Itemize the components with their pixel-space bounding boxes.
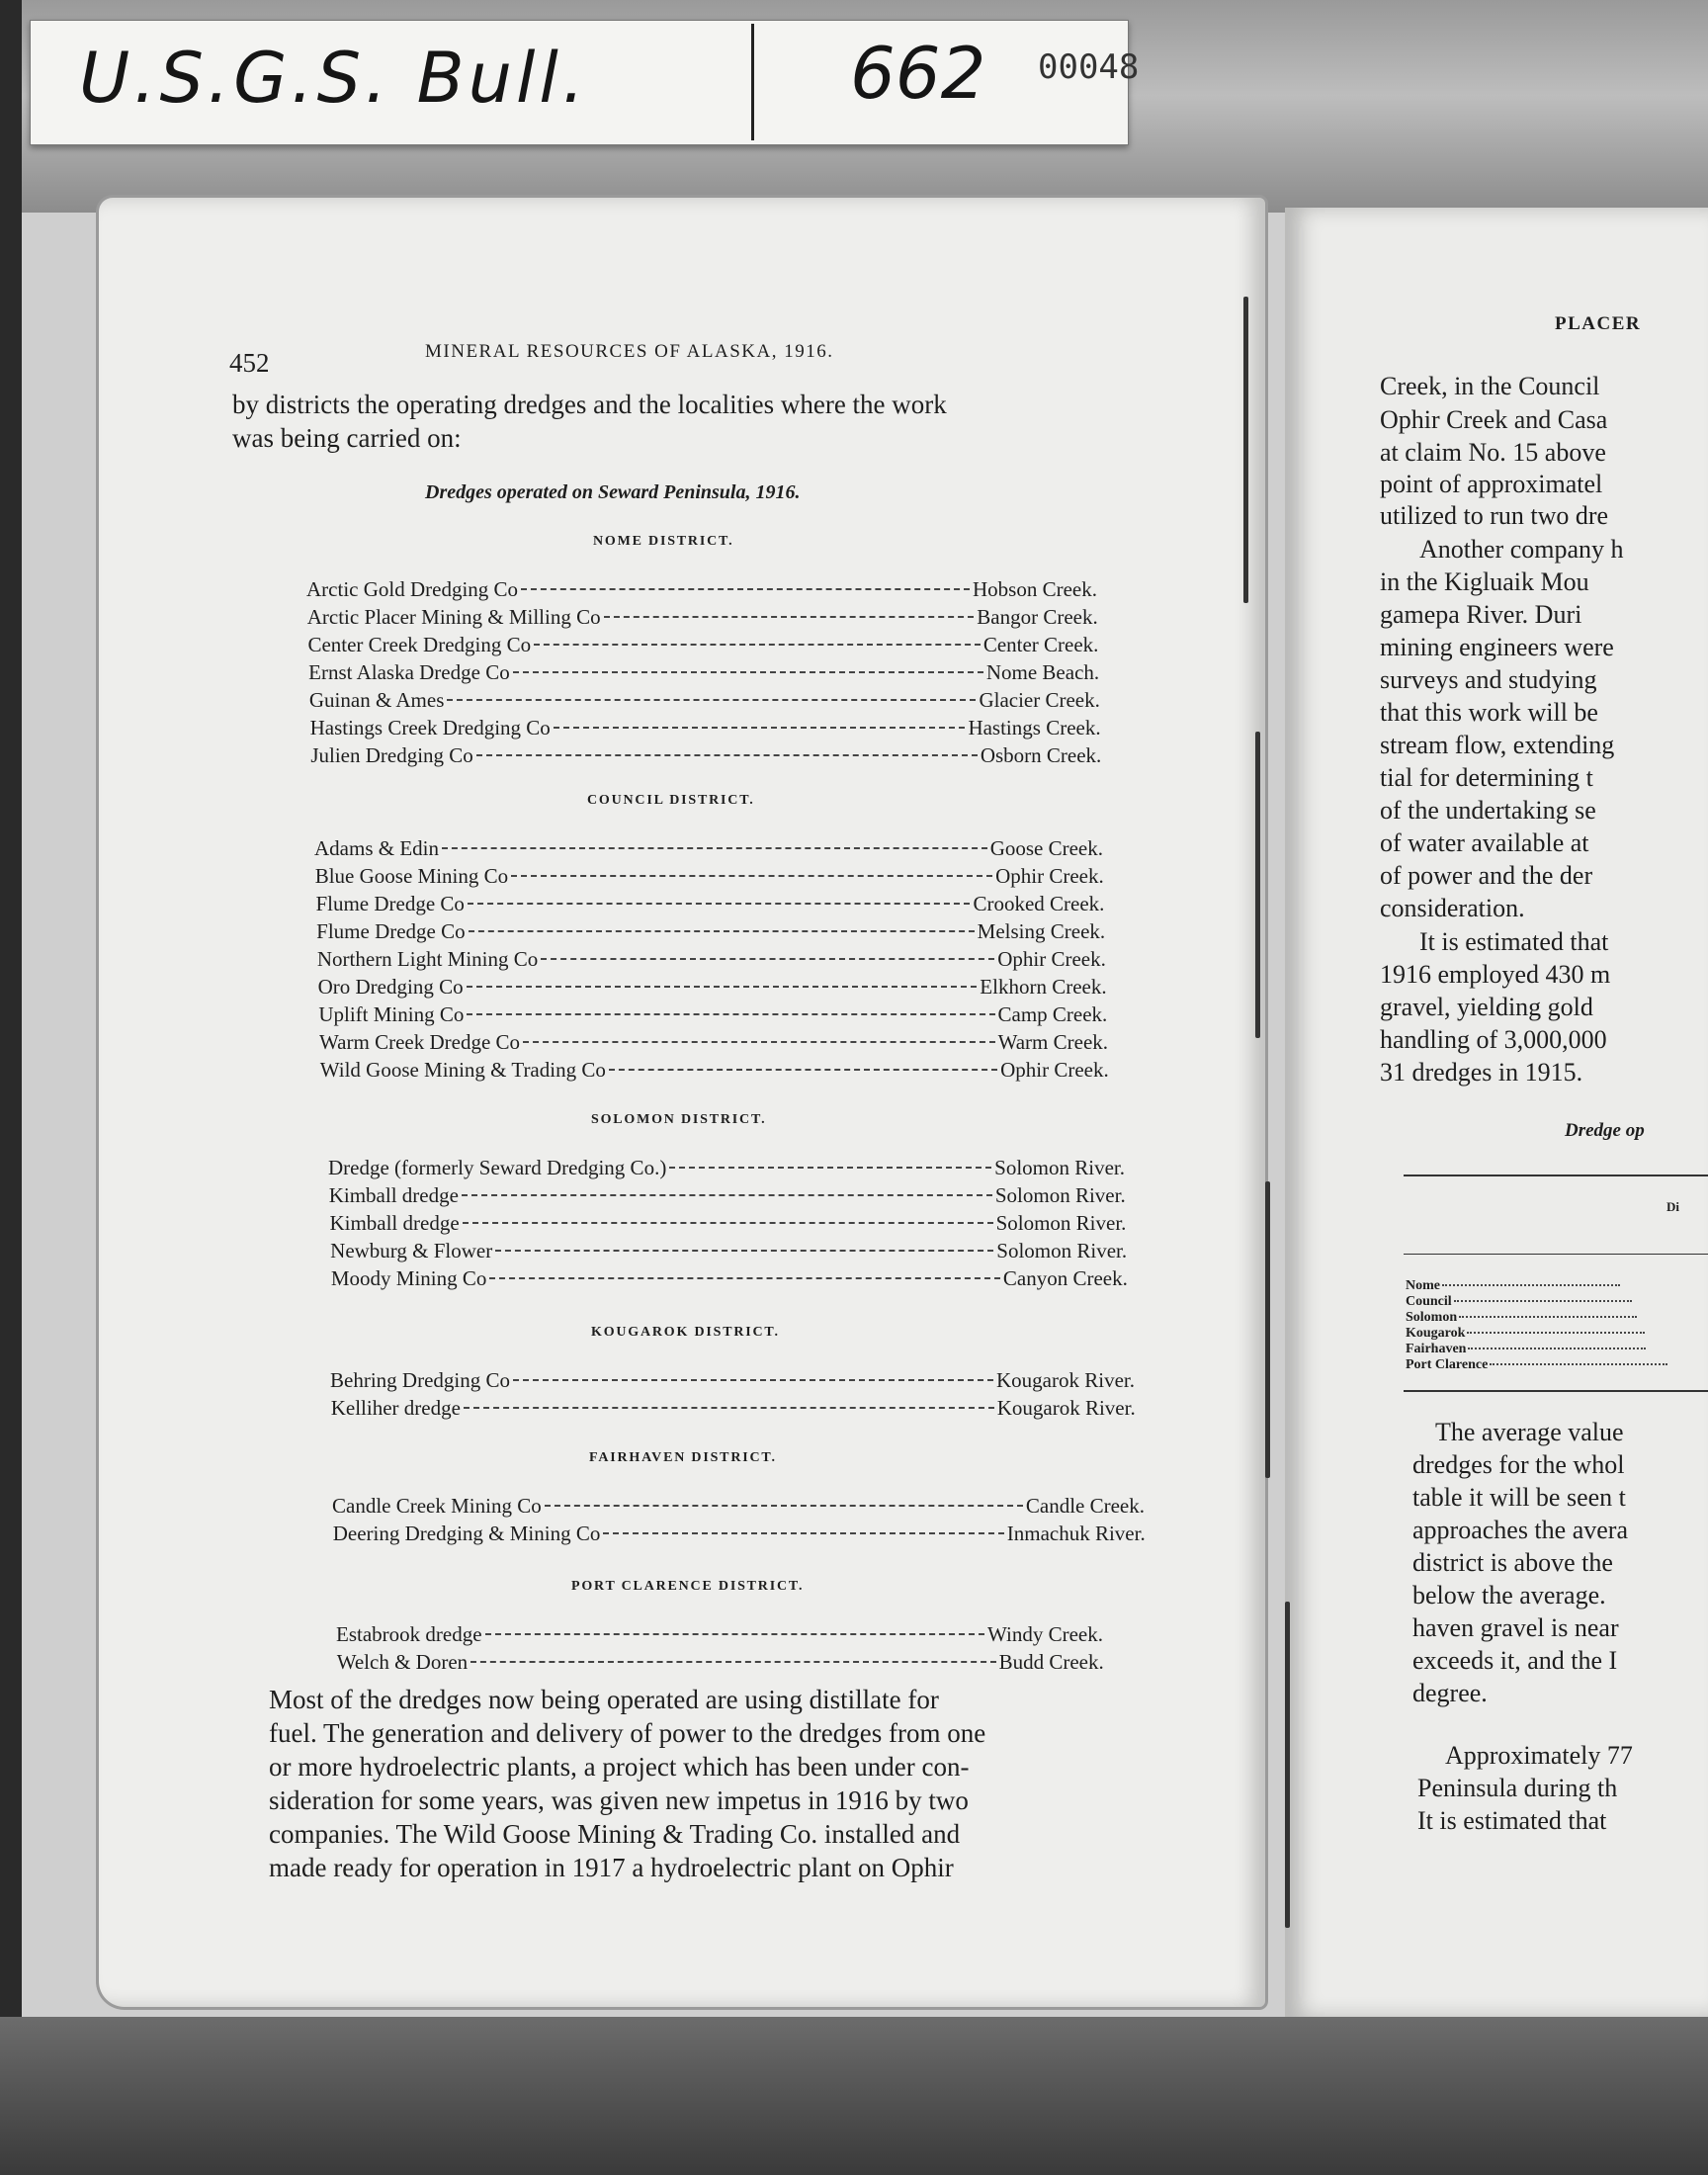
dot-leader	[467, 1013, 994, 1015]
right-text-line: of power and the der	[1380, 861, 1593, 890]
table-row	[328, 1156, 1125, 1183]
right-text-line: handling of 3,000,000	[1380, 1025, 1607, 1054]
closing-line: or more hydroelectric plants, a project which has been under con-	[269, 1752, 970, 1782]
company-name: Wild Goose Mining & Trading Co	[319, 1058, 606, 1082]
dot-leader	[463, 1222, 993, 1224]
company-name: Guinan & Ames	[308, 688, 445, 712]
right-running-head: PLACER	[1555, 313, 1642, 334]
closing-line: made ready for operation in 1917 a hydroelectric plant on Ophir	[269, 1853, 954, 1882]
closing-line: sideration for some years, was given new impetus in 1916 by two	[269, 1785, 969, 1815]
dot-leader	[1467, 1332, 1645, 1334]
locality: Hobson Creek.	[973, 577, 1097, 601]
locality: Camp Creek.	[997, 1002, 1108, 1026]
district-heading: PORT CLARENCE DISTRICT.	[571, 1579, 805, 1594]
company-name: Dredge (formerly Seward Dredging Co.)	[328, 1156, 667, 1179]
dot-leader	[462, 1194, 992, 1196]
table-row	[333, 1522, 1146, 1549]
locality: Crooked Creek.	[973, 892, 1105, 915]
district-name: Fairhaven	[1406, 1342, 1467, 1356]
dot-leader	[442, 847, 987, 849]
dot-leader	[1454, 1300, 1632, 1302]
stamp-number: 00048	[1038, 47, 1140, 87]
dot-leader	[1490, 1363, 1667, 1365]
company-name: Arctic Gold Dredging Co	[306, 577, 519, 601]
scan-edge-left	[0, 0, 22, 2175]
locality: Budd Creek.	[998, 1650, 1104, 1674]
locality: Solomon River.	[994, 1156, 1125, 1179]
right-text-line: at claim No. 15 above	[1380, 438, 1606, 467]
right-text-line: surveys and studying	[1380, 665, 1597, 694]
company-name: Oro Dredging Co	[317, 975, 464, 999]
dot-leader	[468, 903, 971, 905]
company-name: Kimball dredge	[328, 1183, 459, 1207]
right-text-line: The average value	[1435, 1418, 1624, 1446]
company-name: Warm Creek Dredge Co	[319, 1030, 521, 1054]
right-text-line: consideration.	[1380, 894, 1525, 922]
table-row	[319, 1030, 1108, 1058]
district-heading: KOUGAROK DISTRICT.	[591, 1325, 780, 1340]
right-text-line: approaches the avera	[1412, 1516, 1628, 1544]
right-text-line: Peninsula during th	[1417, 1774, 1618, 1802]
table-row	[332, 1494, 1145, 1522]
locality: Ophir Creek.	[997, 947, 1106, 971]
table-row	[331, 1396, 1136, 1424]
locality: Osborn Creek.	[980, 743, 1102, 767]
locality: Kougarok River.	[996, 1368, 1135, 1392]
table-row	[317, 947, 1106, 975]
intro-line: by districts the operating dredges and the localities where the work	[232, 390, 947, 419]
locality: Goose Creek.	[989, 836, 1103, 860]
right-text-line: Approximately 77	[1445, 1741, 1633, 1770]
dot-leader	[495, 1250, 993, 1252]
table-row	[308, 660, 1099, 688]
district-name: Kougarok	[1406, 1326, 1466, 1341]
district-heading: SOLOMON DISTRICT.	[591, 1112, 767, 1127]
binding-mark	[1265, 1181, 1270, 1478]
table-rule	[1404, 1174, 1708, 1176]
district-name: Nome	[1406, 1278, 1440, 1293]
table-row	[315, 864, 1104, 892]
dot-leader	[447, 699, 976, 701]
binding-mark	[1243, 297, 1248, 603]
company-name: Welch & Doren	[336, 1650, 469, 1674]
company-name: Kelliher dredge	[330, 1396, 461, 1420]
dot-leader	[521, 588, 970, 590]
locality: Ophir Creek.	[995, 864, 1104, 888]
closing-line: Most of the dredges now being operated are using distillate for	[269, 1685, 939, 1714]
table-row	[329, 1183, 1126, 1211]
table-row	[309, 688, 1100, 716]
right-text-line: It is estimated that	[1419, 927, 1609, 956]
table-rule	[1404, 1254, 1708, 1255]
right-table-caption: Dredge op	[1565, 1120, 1645, 1141]
locality: Windy Creek.	[987, 1622, 1103, 1646]
locality: Kougarok River.	[996, 1396, 1136, 1420]
dot-leader	[485, 1633, 984, 1635]
right-table-row	[1406, 1342, 1646, 1357]
locality: Solomon River.	[995, 1211, 1127, 1235]
table-row	[337, 1650, 1104, 1678]
locality: Ophir Creek.	[1000, 1058, 1109, 1082]
dot-leader	[469, 930, 975, 932]
dot-leader	[476, 754, 978, 756]
dot-leader	[1468, 1348, 1646, 1349]
dot-leader	[669, 1167, 991, 1169]
locality: Solomon River.	[994, 1183, 1126, 1207]
table-row	[330, 1239, 1127, 1266]
closing-line: fuel. The generation and delivery of power to the dredges from one	[269, 1718, 986, 1748]
dot-leader	[534, 644, 981, 646]
handwritten-label: U.S.G.S. Bull.	[79, 38, 589, 119]
dot-leader	[1459, 1316, 1637, 1318]
right-text-line: exceeds it, and the I	[1412, 1646, 1618, 1675]
locality: Center Creek.	[982, 633, 1099, 656]
locality: Warm Creek.	[997, 1030, 1109, 1054]
company-name: Ernst Alaska Dredge Co	[308, 660, 510, 684]
locality: Nome Beach.	[985, 660, 1100, 684]
dot-leader	[513, 1379, 993, 1381]
dot-leader	[513, 671, 983, 673]
company-name: Behring Dredging Co	[330, 1368, 510, 1392]
dot-leader	[545, 1505, 1023, 1507]
company-name: Blue Goose Mining Co	[314, 864, 509, 888]
right-table-column-head: Di	[1666, 1199, 1679, 1214]
right-text-line: degree.	[1412, 1679, 1488, 1707]
right-text-line: of the undertaking se	[1380, 796, 1596, 825]
table-row	[307, 633, 1098, 660]
right-text-line: utilized to run two dre	[1380, 501, 1609, 530]
dot-leader	[467, 986, 978, 988]
right-text-line: haven gravel is near	[1412, 1613, 1619, 1642]
right-table-row	[1406, 1278, 1620, 1294]
right-text-line: table it will be seen t	[1412, 1483, 1626, 1512]
dot-leader	[1442, 1284, 1620, 1286]
dot-leader	[541, 958, 994, 960]
scan-background-bottom	[0, 2017, 1708, 2175]
binding-mark	[1285, 1602, 1290, 1928]
locality: Solomon River.	[996, 1239, 1128, 1262]
company-name: Northern Light Mining Co	[316, 947, 539, 971]
table-caption: Dredges operated on Seward Peninsula, 1916.	[425, 481, 801, 503]
locality: Elkhorn Creek.	[980, 975, 1107, 999]
table-row	[320, 1058, 1109, 1086]
dot-leader	[511, 875, 992, 877]
company-name: Hastings Creek Dredging Co	[309, 716, 551, 740]
table-row	[336, 1622, 1103, 1650]
company-name: Newburg & Flower	[330, 1239, 493, 1262]
locality: Hastings Creek.	[968, 716, 1101, 740]
dot-leader	[604, 616, 975, 618]
right-text-line: of water available at	[1380, 828, 1589, 857]
intro-line: was being carried on:	[232, 423, 462, 453]
right-text-line: below the average.	[1412, 1581, 1606, 1610]
dot-leader	[603, 1532, 1003, 1534]
right-text-line: dredges for the whol	[1412, 1450, 1625, 1479]
company-name: Estabrook dredge	[336, 1622, 482, 1646]
table-row	[316, 919, 1105, 947]
page-number: 452	[229, 348, 270, 378]
binding-mark	[1255, 732, 1260, 1038]
table-row	[315, 892, 1104, 919]
right-table-row	[1406, 1310, 1637, 1326]
label-divider	[751, 24, 754, 140]
district-name: Port Clarence	[1406, 1357, 1489, 1372]
right-text-line: point of approximatel	[1380, 470, 1603, 498]
table-row	[330, 1368, 1135, 1396]
table-row	[318, 975, 1107, 1002]
dot-leader	[489, 1277, 999, 1279]
district-heading: COUNCIL DISTRICT.	[587, 793, 755, 808]
locality: Melsing Creek.	[977, 919, 1106, 943]
right-text-line: Creek, in the Council	[1380, 372, 1600, 400]
right-text-line: gravel, yielding gold	[1380, 993, 1593, 1021]
table-rule	[1404, 1390, 1708, 1392]
company-name: Moody Mining Co	[330, 1266, 487, 1290]
table-row	[306, 577, 1097, 605]
right-text-line: stream flow, extending	[1380, 731, 1615, 759]
district-heading: FAIRHAVEN DISTRICT.	[589, 1450, 777, 1465]
right-text-line: mining engineers were	[1380, 633, 1614, 661]
locality: Inmachuk River.	[1006, 1522, 1146, 1545]
company-name: Adams & Edin	[314, 836, 439, 860]
table-row	[329, 1211, 1126, 1239]
company-name: Candle Creek Mining Co	[332, 1494, 542, 1518]
table-row	[310, 716, 1101, 743]
table-row	[310, 743, 1101, 771]
right-text-line: gamepa River. Duri	[1380, 600, 1582, 629]
company-name: Flume Dredge Co	[315, 892, 465, 915]
table-row	[318, 1002, 1107, 1030]
right-text-line: Another company h	[1419, 535, 1624, 564]
dot-leader	[464, 1407, 994, 1409]
right-table-row	[1406, 1294, 1632, 1310]
locality: Candle Creek.	[1025, 1494, 1145, 1518]
dot-leader	[523, 1041, 995, 1043]
right-text-line: 31 dredges in 1915.	[1380, 1058, 1583, 1087]
company-name: Kimball dredge	[329, 1211, 460, 1235]
dot-leader	[554, 727, 966, 729]
right-text-line: Ophir Creek and Casa	[1380, 405, 1608, 434]
closing-line: companies. The Wild Goose Mining & Trading Co. installed and	[269, 1819, 961, 1849]
locality: Canyon Creek.	[1002, 1266, 1128, 1290]
bulletin-number: 662	[850, 32, 986, 115]
table-row	[314, 836, 1103, 864]
right-text-line: tial for determining t	[1380, 763, 1593, 792]
dot-leader	[609, 1069, 997, 1071]
table-row	[307, 605, 1098, 633]
company-name: Deering Dredging & Mining Co	[332, 1522, 601, 1545]
dot-leader	[470, 1661, 995, 1663]
table-row	[331, 1266, 1128, 1294]
locality: Glacier Creek.	[979, 688, 1100, 712]
company-name: Uplift Mining Co	[318, 1002, 465, 1026]
district-name: Solomon	[1406, 1310, 1458, 1325]
right-text-line: district is above the	[1412, 1548, 1613, 1577]
right-table-row	[1406, 1326, 1645, 1342]
company-name: Center Creek Dredging Co	[307, 633, 532, 656]
company-name: Flume Dredge Co	[316, 919, 466, 943]
company-name: Julien Dredging Co	[310, 743, 473, 767]
district-name: Council	[1406, 1294, 1452, 1309]
right-text-line: that this work will be	[1380, 698, 1598, 727]
locality: Bangor Creek.	[977, 605, 1098, 629]
right-text-line: in the Kigluaik Mou	[1380, 567, 1589, 596]
right-table-row	[1406, 1357, 1667, 1373]
right-text-line: It is estimated that	[1417, 1806, 1607, 1835]
district-heading: NOME DISTRICT.	[593, 534, 734, 549]
right-text-line: 1916 employed 430 m	[1380, 960, 1611, 989]
running-head: MINERAL RESOURCES OF ALASKA, 1916.	[425, 341, 834, 362]
company-name: Arctic Placer Mining & Milling Co	[306, 605, 601, 629]
